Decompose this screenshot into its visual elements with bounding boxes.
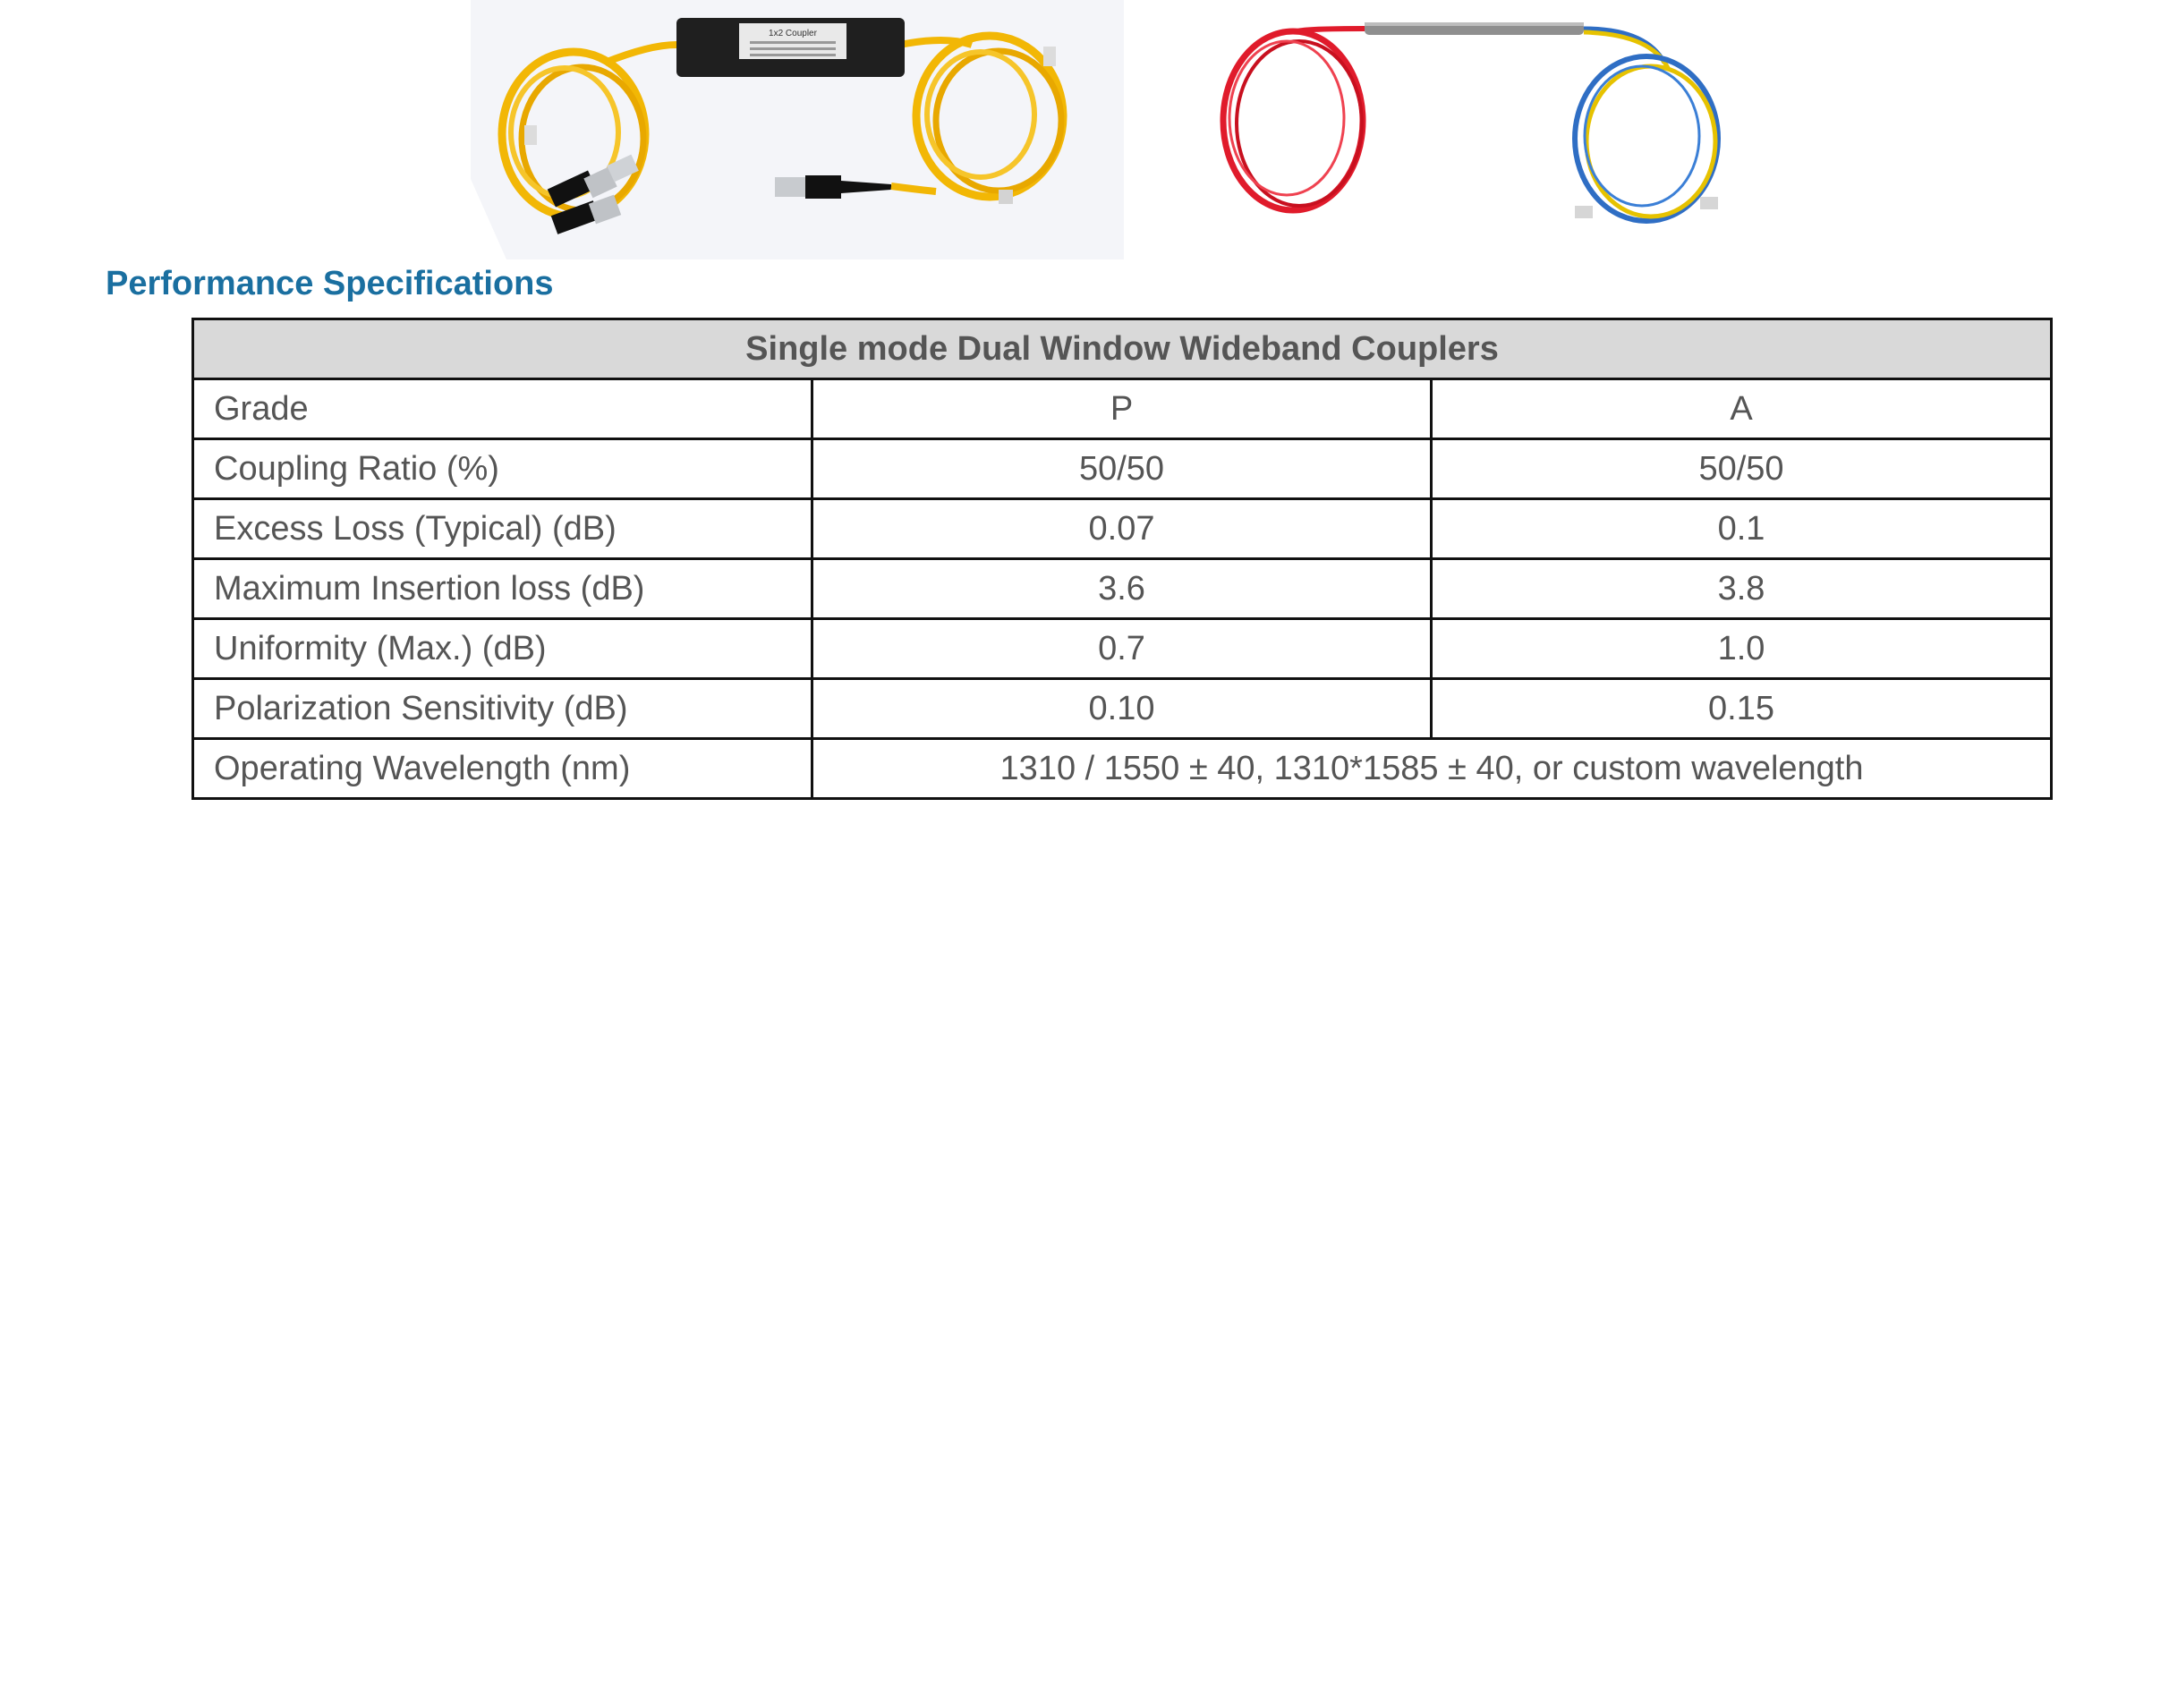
grade-a-value: 1.0 bbox=[1432, 619, 2052, 679]
grade-p-value: 50/50 bbox=[812, 439, 1432, 499]
table-title-row bbox=[193, 319, 2052, 379]
grade-p-value: 0.7 bbox=[812, 619, 1432, 679]
coupler-body bbox=[676, 18, 905, 77]
grade-a-value: 3.8 bbox=[1432, 559, 2052, 619]
table-row bbox=[193, 499, 2052, 559]
coupler-label-text: 1x2 Coupler bbox=[769, 29, 817, 38]
grade-p-value: 3.6 bbox=[812, 559, 1432, 619]
bare-fiber-coupler-photo bbox=[1199, 9, 1754, 233]
row-label: Excess Loss (Typical) (dB) bbox=[193, 499, 812, 559]
table-row bbox=[193, 619, 2052, 679]
row-label: Polarization Sensitivity (dB) bbox=[193, 679, 812, 739]
grade-p-value: P bbox=[812, 379, 1432, 439]
row-label: Coupling Ratio (%) bbox=[193, 439, 812, 499]
grade-p-value: 0.07 bbox=[812, 499, 1432, 559]
row-label: Maximum Insertion loss (dB) bbox=[193, 559, 812, 619]
table-row bbox=[193, 679, 2052, 739]
table-row bbox=[193, 379, 2052, 439]
table-row-wavelength bbox=[193, 739, 2052, 799]
row-label: Operating Wavelength (nm) bbox=[193, 739, 812, 799]
table-row bbox=[193, 439, 2052, 499]
coupler-box-photo bbox=[471, 0, 1124, 259]
row-label: Uniformity (Max.) (dB) bbox=[193, 619, 812, 679]
grade-a-value: 0.15 bbox=[1432, 679, 2052, 739]
table-title: Single mode Dual Window Wideband Couplers bbox=[193, 319, 2052, 379]
grade-a-value: A bbox=[1432, 379, 2052, 439]
spec-table bbox=[191, 318, 2053, 800]
row-label: Grade bbox=[193, 379, 812, 439]
grade-p-value: 0.10 bbox=[812, 679, 1432, 739]
table-row bbox=[193, 559, 2052, 619]
wavelength-value: 1310 / 1550 ± 40, 1310*1585 ± 40, or custom wavelength bbox=[812, 739, 2052, 799]
grade-a-value: 0.1 bbox=[1432, 499, 2052, 559]
grade-a-value: 50/50 bbox=[1432, 439, 2052, 499]
section-heading: Performance Specifications bbox=[106, 265, 554, 302]
